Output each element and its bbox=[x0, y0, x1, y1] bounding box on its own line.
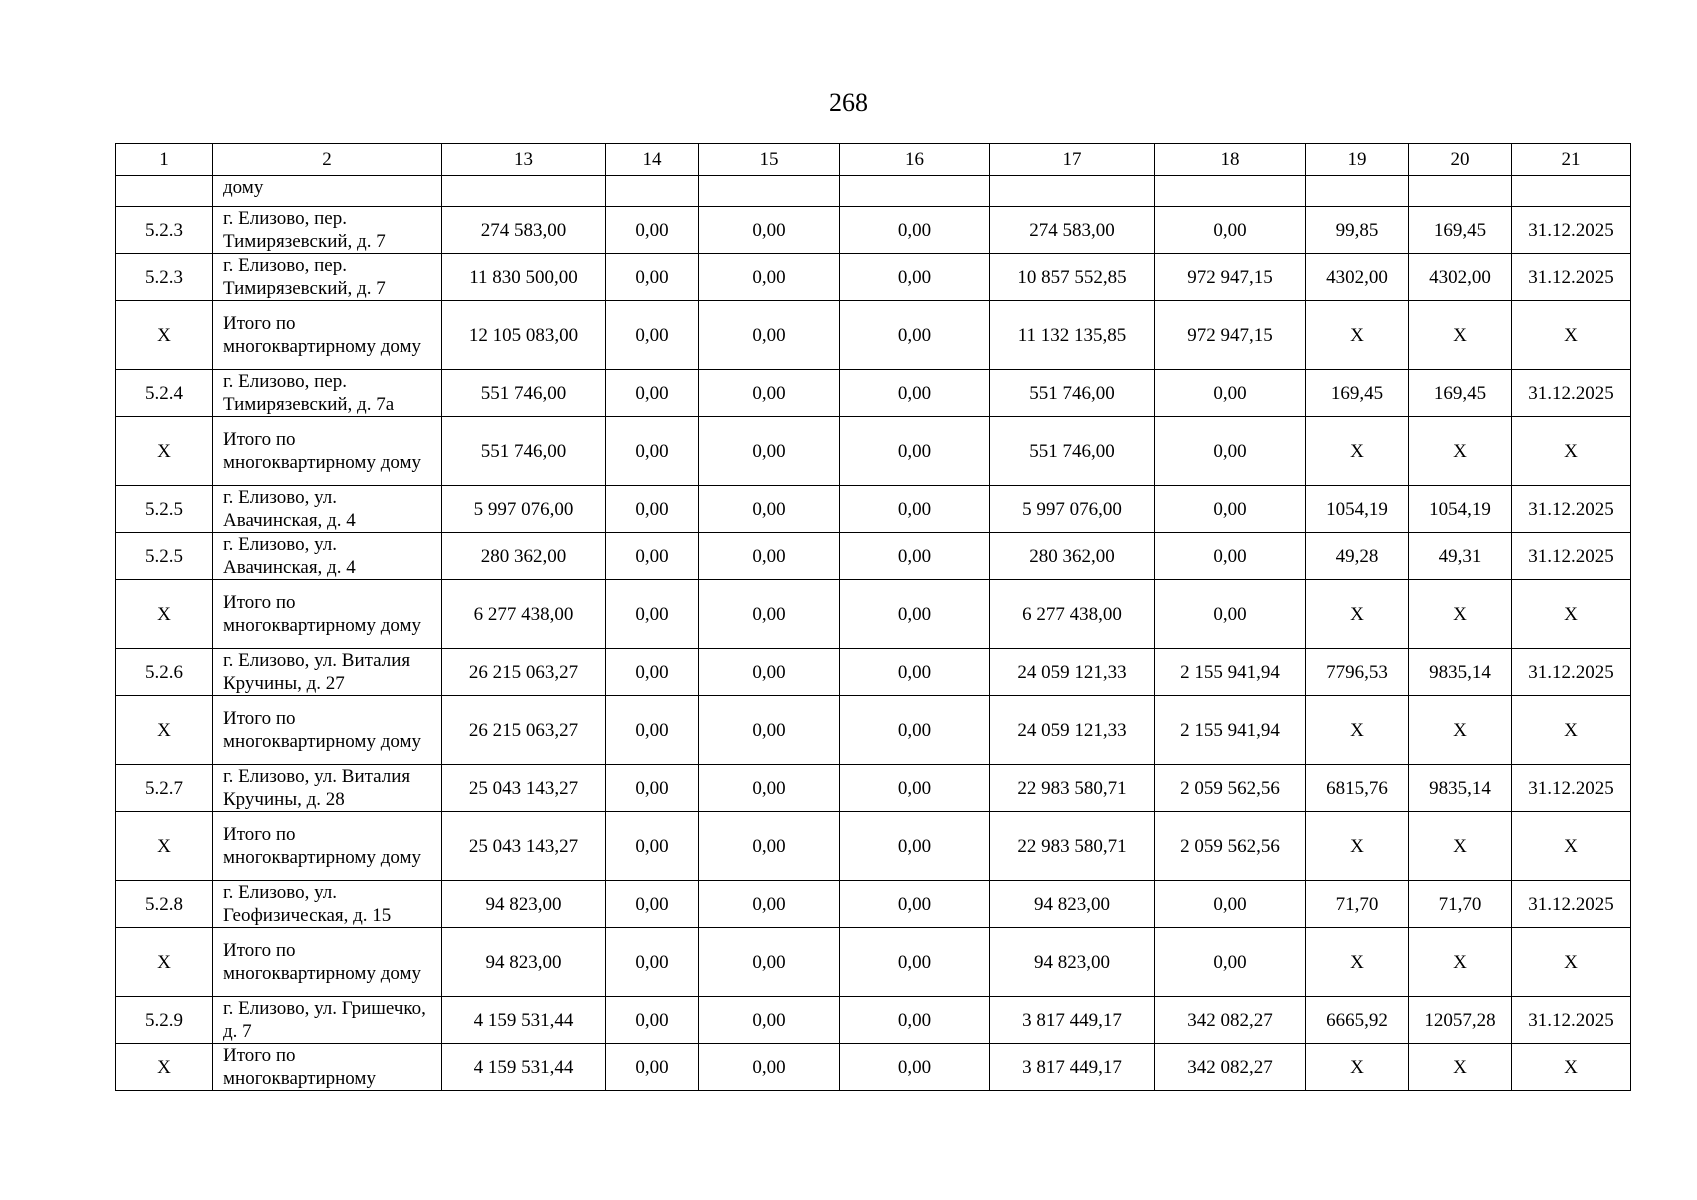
cell-col14: 0,00 bbox=[606, 696, 699, 765]
cell-col15: 0,00 bbox=[699, 1044, 840, 1091]
table-row-continuation bbox=[116, 176, 1631, 207]
cell-col21: X bbox=[1512, 928, 1631, 997]
cell-col13: 25 043 143,27 bbox=[442, 812, 606, 881]
cell-col19: X bbox=[1306, 301, 1409, 370]
cell-number: 5.2.5 bbox=[116, 486, 213, 533]
cell-col17: 94 823,00 bbox=[990, 881, 1155, 928]
cell-col18: 972 947,15 bbox=[1155, 254, 1306, 301]
cell-col15: 0,00 bbox=[699, 533, 840, 580]
cell-col14: 0,00 bbox=[606, 417, 699, 486]
cell-col16: 0,00 bbox=[840, 928, 990, 997]
cell-col13: 280 362,00 bbox=[442, 533, 606, 580]
cell-col21: 31.12.2025 bbox=[1512, 997, 1631, 1044]
cell-address: г. Елизово, ул. Авачинская, д. 4 bbox=[213, 486, 442, 533]
cell-col17: 3 817 449,17 bbox=[990, 1044, 1155, 1091]
cell-col15: 0,00 bbox=[699, 696, 840, 765]
cell-col18: 972 947,15 bbox=[1155, 301, 1306, 370]
cell-col18: 0,00 bbox=[1155, 370, 1306, 417]
cell-col14: 0,00 bbox=[606, 370, 699, 417]
cell-col18: 342 082,27 bbox=[1155, 1044, 1306, 1091]
column-header-14: 14 bbox=[606, 144, 699, 176]
table-row bbox=[116, 370, 1631, 417]
cell-col13: 4 159 531,44 bbox=[442, 1044, 606, 1091]
cell-col16: 0,00 bbox=[840, 997, 990, 1044]
column-header-2: 2 bbox=[213, 144, 442, 176]
cell-col16: 0,00 bbox=[840, 881, 990, 928]
table-row-total bbox=[116, 580, 1631, 649]
cell-address: Итого по многоквартирному дому bbox=[213, 928, 442, 997]
cell-col17: 551 746,00 bbox=[990, 417, 1155, 486]
cell-col20: 169,45 bbox=[1409, 207, 1512, 254]
cell-col14: 0,00 bbox=[606, 881, 699, 928]
cell-col15: 0,00 bbox=[699, 301, 840, 370]
cell-col17: 3 817 449,17 bbox=[990, 997, 1155, 1044]
cell-number: X bbox=[116, 580, 213, 649]
cell-col18: 0,00 bbox=[1155, 580, 1306, 649]
cell-col20: 9835,14 bbox=[1409, 765, 1512, 812]
cell-col17: 24 059 121,33 bbox=[990, 696, 1155, 765]
cell-col19: 4302,00 bbox=[1306, 254, 1409, 301]
cell-address: г. Елизово, ул. Авачинская, д. 4 bbox=[213, 533, 442, 580]
cell-address: г. Елизово, пер. Тимирязевский, д. 7а bbox=[213, 370, 442, 417]
cell-col19: 6815,76 bbox=[1306, 765, 1409, 812]
cell-address: Итого по многоквартирному дому bbox=[213, 696, 442, 765]
table-row-total bbox=[116, 812, 1631, 881]
cell-col15: 0,00 bbox=[699, 370, 840, 417]
cell-col17: 5 997 076,00 bbox=[990, 486, 1155, 533]
table-row bbox=[116, 649, 1631, 696]
cell-col13: 551 746,00 bbox=[442, 370, 606, 417]
cell-col21: X bbox=[1512, 1044, 1631, 1091]
cell-empty bbox=[990, 176, 1155, 207]
cell-col13: 25 043 143,27 bbox=[442, 765, 606, 812]
cell-address: Итого по многоквартирному дому bbox=[213, 417, 442, 486]
column-header-17: 17 bbox=[990, 144, 1155, 176]
cell-col13: 12 105 083,00 bbox=[442, 301, 606, 370]
cell-col17: 22 983 580,71 bbox=[990, 765, 1155, 812]
cell-number: 5.2.7 bbox=[116, 765, 213, 812]
column-header-15: 15 bbox=[699, 144, 840, 176]
cell-empty bbox=[116, 176, 213, 207]
cell-col14: 0,00 bbox=[606, 533, 699, 580]
table-header bbox=[116, 144, 1631, 176]
cell-col20: X bbox=[1409, 580, 1512, 649]
table-row-total bbox=[116, 1044, 1631, 1091]
cell-number: 5.2.6 bbox=[116, 649, 213, 696]
table-row bbox=[116, 881, 1631, 928]
cell-col16: 0,00 bbox=[840, 696, 990, 765]
cell-col16: 0,00 bbox=[840, 301, 990, 370]
cell-col21: X bbox=[1512, 580, 1631, 649]
cell-col18: 2 059 562,56 bbox=[1155, 765, 1306, 812]
cell-col14: 0,00 bbox=[606, 1044, 699, 1091]
cell-number: 5.2.5 bbox=[116, 533, 213, 580]
cell-empty bbox=[606, 176, 699, 207]
table-row-total bbox=[116, 417, 1631, 486]
cell-col16: 0,00 bbox=[840, 254, 990, 301]
cell-address: Итого по многоквартирному дому bbox=[213, 580, 442, 649]
table-row bbox=[116, 997, 1631, 1044]
cell-col13: 94 823,00 bbox=[442, 881, 606, 928]
cell-col16: 0,00 bbox=[840, 417, 990, 486]
cell-col13: 26 215 063,27 bbox=[442, 649, 606, 696]
cell-col13: 274 583,00 bbox=[442, 207, 606, 254]
cell-col19: X bbox=[1306, 696, 1409, 765]
cell-col17: 10 857 552,85 bbox=[990, 254, 1155, 301]
cell-col21: X bbox=[1512, 812, 1631, 881]
cell-col20: 71,70 bbox=[1409, 881, 1512, 928]
cell-empty bbox=[1155, 176, 1306, 207]
cell-col20: 1054,19 bbox=[1409, 486, 1512, 533]
cell-empty bbox=[442, 176, 606, 207]
cell-col18: 0,00 bbox=[1155, 207, 1306, 254]
cell-col16: 0,00 bbox=[840, 765, 990, 812]
cell-col13: 551 746,00 bbox=[442, 417, 606, 486]
column-header-21: 21 bbox=[1512, 144, 1631, 176]
cell-col15: 0,00 bbox=[699, 207, 840, 254]
cell-col17: 274 583,00 bbox=[990, 207, 1155, 254]
cell-address: г. Елизово, ул. Гришечко, д. 7 bbox=[213, 997, 442, 1044]
cell-col15: 0,00 bbox=[699, 417, 840, 486]
cell-col18: 0,00 bbox=[1155, 928, 1306, 997]
cell-col19: 1054,19 bbox=[1306, 486, 1409, 533]
cell-col21: 31.12.2025 bbox=[1512, 881, 1631, 928]
cell-col21: 31.12.2025 bbox=[1512, 486, 1631, 533]
cell-col15: 0,00 bbox=[699, 649, 840, 696]
cell-col19: X bbox=[1306, 417, 1409, 486]
cell-col20: X bbox=[1409, 696, 1512, 765]
cell-col19: X bbox=[1306, 1044, 1409, 1091]
cell-empty bbox=[1306, 176, 1409, 207]
cell-col17: 6 277 438,00 bbox=[990, 580, 1155, 649]
cell-number: 5.2.3 bbox=[116, 207, 213, 254]
cell-col14: 0,00 bbox=[606, 997, 699, 1044]
cell-address: г. Елизово, ул. Виталия Кручины, д. 28 bbox=[213, 765, 442, 812]
cell-col16: 0,00 bbox=[840, 812, 990, 881]
cell-col19: 99,85 bbox=[1306, 207, 1409, 254]
cell-number: X bbox=[116, 928, 213, 997]
cell-col20: X bbox=[1409, 812, 1512, 881]
cell-col14: 0,00 bbox=[606, 254, 699, 301]
column-header-20: 20 bbox=[1409, 144, 1512, 176]
cell-col21: X bbox=[1512, 696, 1631, 765]
cell-col15: 0,00 bbox=[699, 254, 840, 301]
cell-number: X bbox=[116, 1044, 213, 1091]
cell-number: 5.2.9 bbox=[116, 997, 213, 1044]
data-table bbox=[115, 143, 1631, 1091]
cell-col15: 0,00 bbox=[699, 580, 840, 649]
table-body bbox=[116, 176, 1631, 1091]
cell-col15: 0,00 bbox=[699, 486, 840, 533]
cell-col21: 31.12.2025 bbox=[1512, 533, 1631, 580]
cell-col20: 12057,28 bbox=[1409, 997, 1512, 1044]
cell-col14: 0,00 bbox=[606, 812, 699, 881]
column-number-row bbox=[116, 144, 1631, 176]
cell-col15: 0,00 bbox=[699, 812, 840, 881]
cell-col18: 0,00 bbox=[1155, 486, 1306, 533]
cell-col21: 31.12.2025 bbox=[1512, 649, 1631, 696]
cell-col19: X bbox=[1306, 928, 1409, 997]
table-row-total bbox=[116, 301, 1631, 370]
cell-number: X bbox=[116, 812, 213, 881]
cell-empty bbox=[1409, 176, 1512, 207]
page-number: 268 bbox=[829, 88, 868, 117]
table-row bbox=[116, 254, 1631, 301]
table-row bbox=[116, 486, 1631, 533]
cell-col15: 0,00 bbox=[699, 997, 840, 1044]
cell-number: 5.2.8 bbox=[116, 881, 213, 928]
cell-col14: 0,00 bbox=[606, 207, 699, 254]
cell-address: г. Елизово, пер. Тимирязевский, д. 7 bbox=[213, 207, 442, 254]
table-row bbox=[116, 765, 1631, 812]
cell-col16: 0,00 bbox=[840, 1044, 990, 1091]
cell-col17: 280 362,00 bbox=[990, 533, 1155, 580]
cell-col17: 94 823,00 bbox=[990, 928, 1155, 997]
cell-col20: X bbox=[1409, 417, 1512, 486]
cell-address: г. Елизово, ул. Виталия Кручины, д. 27 bbox=[213, 649, 442, 696]
cell-number: X bbox=[116, 417, 213, 486]
cell-col21: 31.12.2025 bbox=[1512, 765, 1631, 812]
cell-empty bbox=[840, 176, 990, 207]
cell-col13: 11 830 500,00 bbox=[442, 254, 606, 301]
cell-col18: 0,00 bbox=[1155, 533, 1306, 580]
cell-col17: 24 059 121,33 bbox=[990, 649, 1155, 696]
cell-col14: 0,00 bbox=[606, 301, 699, 370]
cell-address: Итого по многоквартирному дому bbox=[213, 301, 442, 370]
column-header-19: 19 bbox=[1306, 144, 1409, 176]
cell-address-continuation: дому bbox=[213, 176, 442, 207]
cell-number: 5.2.3 bbox=[116, 254, 213, 301]
cell-address: г. Елизово, ул. Геофизическая, д. 15 bbox=[213, 881, 442, 928]
cell-col21: 31.12.2025 bbox=[1512, 207, 1631, 254]
cell-empty bbox=[699, 176, 840, 207]
cell-col17: 11 132 135,85 bbox=[990, 301, 1155, 370]
table-row-total bbox=[116, 696, 1631, 765]
column-header-18: 18 bbox=[1155, 144, 1306, 176]
cell-col21: X bbox=[1512, 417, 1631, 486]
cell-col16: 0,00 bbox=[840, 533, 990, 580]
cell-empty bbox=[1512, 176, 1631, 207]
cell-col20: 4302,00 bbox=[1409, 254, 1512, 301]
cell-col18: 2 155 941,94 bbox=[1155, 696, 1306, 765]
cell-col21: X bbox=[1512, 301, 1631, 370]
cell-col19: 169,45 bbox=[1306, 370, 1409, 417]
cell-col13: 5 997 076,00 bbox=[442, 486, 606, 533]
table-row bbox=[116, 533, 1631, 580]
cell-col16: 0,00 bbox=[840, 649, 990, 696]
cell-col17: 22 983 580,71 bbox=[990, 812, 1155, 881]
cell-col20: 9835,14 bbox=[1409, 649, 1512, 696]
cell-number: X bbox=[116, 696, 213, 765]
cell-col18: 2 059 562,56 bbox=[1155, 812, 1306, 881]
cell-col16: 0,00 bbox=[840, 580, 990, 649]
cell-col14: 0,00 bbox=[606, 649, 699, 696]
cell-col15: 0,00 bbox=[699, 881, 840, 928]
cell-col14: 0,00 bbox=[606, 486, 699, 533]
cell-col21: 31.12.2025 bbox=[1512, 254, 1631, 301]
cell-col16: 0,00 bbox=[840, 370, 990, 417]
cell-col16: 0,00 bbox=[840, 207, 990, 254]
cell-col13: 94 823,00 bbox=[442, 928, 606, 997]
cell-address: Итого по многоквартирному дому bbox=[213, 812, 442, 881]
table-row bbox=[116, 207, 1631, 254]
cell-col20: 49,31 bbox=[1409, 533, 1512, 580]
column-header-13: 13 bbox=[442, 144, 606, 176]
cell-col18: 0,00 bbox=[1155, 881, 1306, 928]
cell-col20: 169,45 bbox=[1409, 370, 1512, 417]
cell-col16: 0,00 bbox=[840, 486, 990, 533]
cell-col20: X bbox=[1409, 1044, 1512, 1091]
cell-col19: X bbox=[1306, 812, 1409, 881]
cell-col18: 2 155 941,94 bbox=[1155, 649, 1306, 696]
cell-col18: 342 082,27 bbox=[1155, 997, 1306, 1044]
cell-col18: 0,00 bbox=[1155, 417, 1306, 486]
cell-col14: 0,00 bbox=[606, 580, 699, 649]
cell-col19: X bbox=[1306, 580, 1409, 649]
cell-col19: 6665,92 bbox=[1306, 997, 1409, 1044]
cell-address: Итого по многоквартирному bbox=[213, 1044, 442, 1091]
cell-col15: 0,00 bbox=[699, 928, 840, 997]
cell-col13: 26 215 063,27 bbox=[442, 696, 606, 765]
cell-col15: 0,00 bbox=[699, 765, 840, 812]
cell-address: г. Елизово, пер. Тимирязевский, д. 7 bbox=[213, 254, 442, 301]
column-header-1: 1 bbox=[116, 144, 213, 176]
column-header-16: 16 bbox=[840, 144, 990, 176]
cell-col14: 0,00 bbox=[606, 765, 699, 812]
cell-col19: 49,28 bbox=[1306, 533, 1409, 580]
table-row-total bbox=[116, 928, 1631, 997]
cell-col21: 31.12.2025 bbox=[1512, 370, 1631, 417]
cell-number: 5.2.4 bbox=[116, 370, 213, 417]
cell-number: X bbox=[116, 301, 213, 370]
cell-col14: 0,00 bbox=[606, 928, 699, 997]
cell-col19: 71,70 bbox=[1306, 881, 1409, 928]
cell-col13: 4 159 531,44 bbox=[442, 997, 606, 1044]
cell-col20: X bbox=[1409, 301, 1512, 370]
cell-col20: X bbox=[1409, 928, 1512, 997]
cell-col19: 7796,53 bbox=[1306, 649, 1409, 696]
cell-col13: 6 277 438,00 bbox=[442, 580, 606, 649]
cell-col17: 551 746,00 bbox=[990, 370, 1155, 417]
